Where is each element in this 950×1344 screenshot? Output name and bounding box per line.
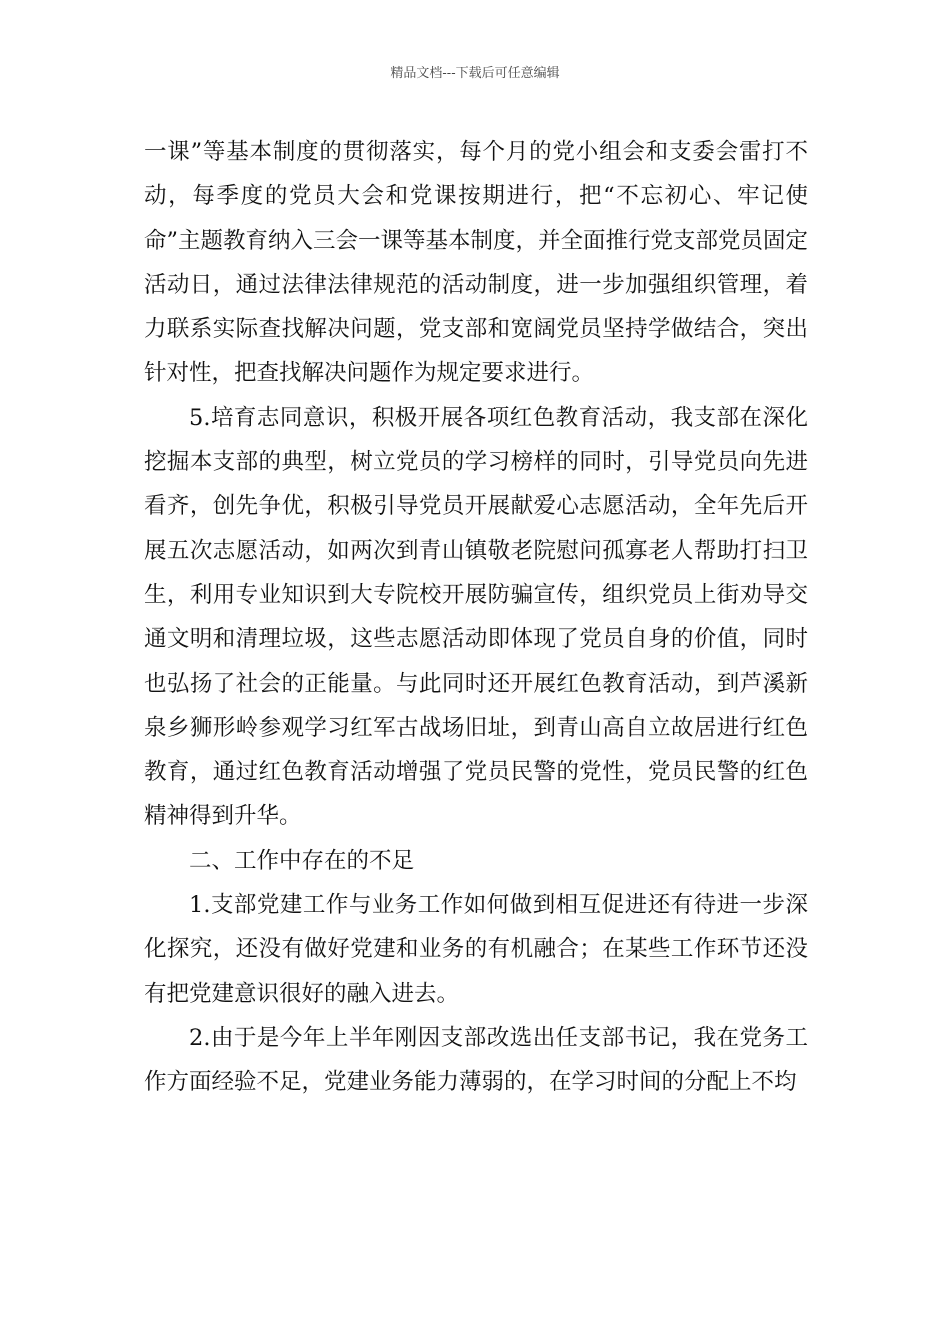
paragraph-red-education: 5.培育志同意识，积极开展各项红色教育活动，我支部在深化挖掘本支部的典型，树立党员的学习榜样的同时，引导党员向先进看齐，创先争优，积极引导党员开展献爱心志愿活动，全年先后开展五次志愿活动，如两次到青山镇敬老院慰问孤寡老人帮助打扫卫生，利用专业知识到大专院校开展防骗宣传，组织党员上街劝导交通文明和清理垃圾，这些志愿活动即体现了党员自身的价值，同时也弘扬了社会的正能量。与此同时还开展红色教育活动，到芦溪新泉乡狮形岭参观学习红军古战场旧址，到青山高自立故居进行红色教育，通过红色教育活动增强了党员民警的党性，党员民警的红色精神得到升华。 xyxy=(144,404,808,830)
paragraph-continuation: 一课”等基本制度的贯彻落实，每个月的党小组会和支委会雷打不动，每季度的党员大会和党课按期进行，把“不忘初心、牢记使命”主题教育纳入三会一课等基本制度，并全面推行党支部党员固定活动日，通过法律法律规范的活动制度，进一步加强组织管理，着力联系实际查找解决问题，党支部和宽阔党员坚持学做结合，突出针对性，把查找解决问题作为规定要求进行。 xyxy=(144,139,809,387)
page-header: 精品文档---下载后可任意编辑 xyxy=(390,66,560,81)
document-body xyxy=(144,130,808,1105)
paragraph-shortcoming-2: 2.由于是今年上半年刚因支部改选出任支部书记，我在党务工作方面经验不足，党建业务能力薄弱的，在学习时间的分配上不均 xyxy=(144,1024,808,1096)
section-heading-shortcomings: 二、工作中存在的不足 xyxy=(189,847,415,874)
paragraph-shortcoming-1: 1.支部党建工作与业务工作如何做到相互促进还有待进一步深化探究，还没有做好党建和业务的有机融合；在某些工作环节还没有把党建意识很好的融入进去。 xyxy=(144,892,808,1007)
